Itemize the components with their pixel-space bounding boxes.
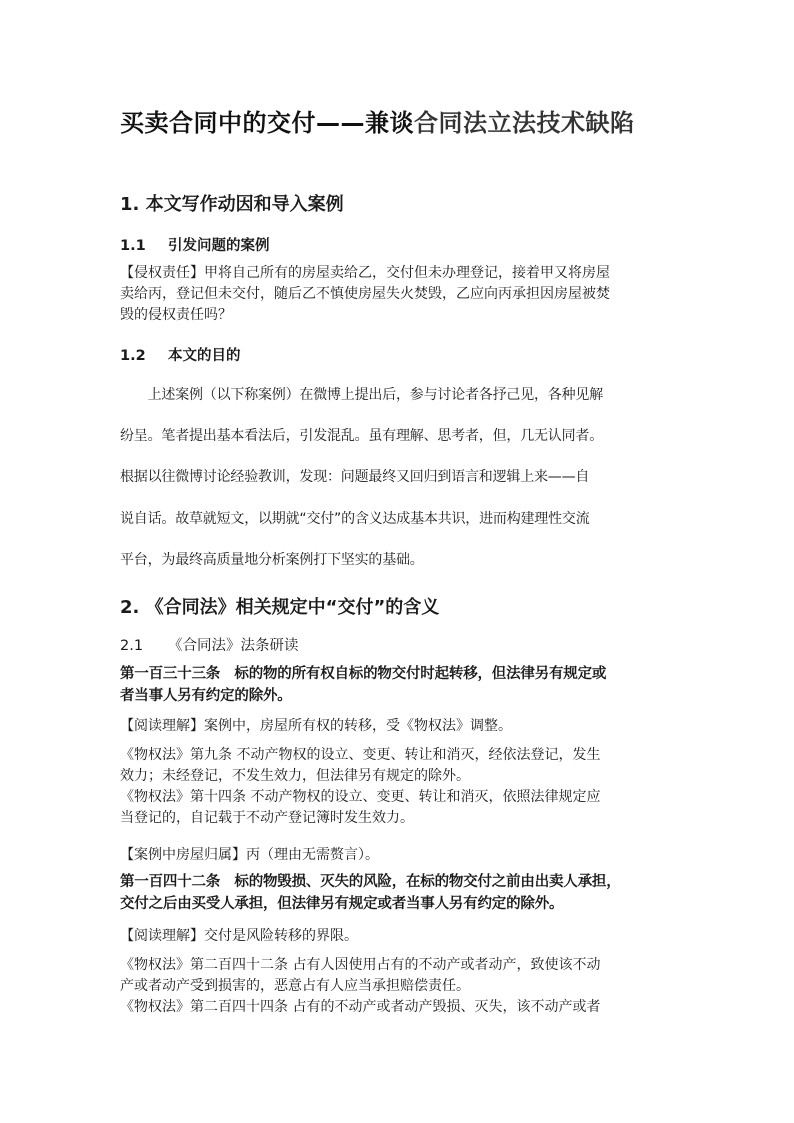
reading-note-1: 【阅读理解】案例中，房屋所有权的转移，受《物权法》调整。: [120, 718, 512, 734]
reading-note-2: 【阅读理解】交付是风险转移的界限。: [120, 928, 358, 944]
title-subtitle: 合同法立法技术缺陷: [414, 109, 635, 137]
section-2-heading: 2. 《合同法》相关规定中“交付”的含义: [120, 597, 440, 618]
subsection-number: 1.1: [120, 238, 146, 254]
subsection-number: 2.1: [120, 638, 144, 654]
section-1-heading: 1. 本文写作动因和导入案例: [120, 194, 344, 215]
subsection-title: 引发问题的案例: [168, 238, 270, 254]
subsection-number: 1.2: [120, 348, 146, 364]
case-ownership-note: 【案例中房屋归属】丙（理由无需赘言）。: [120, 847, 379, 863]
case-paragraph: 【侵权责任】甲将自己所有的房屋卖给乙，交付但未办理登记，接着甲又将房屋 卖给丙，登记但未交付，随后乙不慎使房屋失火焚毁，乙应向丙承担因房屋被焚 毁的侵权责任吗？: [120, 265, 610, 323]
subsection-title: 本文的目的: [168, 348, 241, 364]
subsection-2-1-heading: [120, 634, 299, 655]
subsection-1-2-heading: [120, 344, 241, 365]
title-main: 买卖合同中的交付——兼谈: [120, 109, 414, 137]
document-title: [120, 103, 635, 138]
subsection-1-1-heading: [120, 234, 270, 255]
article-142: 第一百四十二条 标的物毁损、灭失的风险，在标的物交付之前由出卖人承担， 交付之后由买受人承担，但法律另有规定或者当事人另有约定的除外。: [120, 873, 621, 912]
article-133: 第一百三十三条 标的物的所有权自标的物交付时起转移，但法律另有规定或 者当事人另有约定的除外。: [120, 665, 607, 704]
purpose-paragraph: 上述案例（以下称案例）在微博上提出后，参与讨论者各抒己见，各种见解 纷呈。笔者提出基本看法后，引发混乱。虽有理解、思考者，但，几无认同者。 根据以往微博讨论经验教训，发现：问题最终又回归到语言和逻辑上来——自 说自话。故草就短文，以期就“交付”的含义达成基本共识，进而构建理性交流 平台，为最终高质量地分析案例打下坚实的基础。: [120, 387, 603, 568]
property-law-excerpt-1: 《物权法》第九条 不动产物权的设立、变更、转让和消灭，经依法登记，发生 效力；未经登记，不发生效力，但法律另有规定的除外。 《物权法》第十四条 不动产物权的设立、变更、转让和消灭，依照法律规定应 当登记的，自记载于不动产登记簿时发生效力。: [120, 747, 601, 826]
subsection-title: 《合同法》法条研读: [168, 638, 299, 654]
property-law-excerpt-2: 《物权法》第二百四十二条 占有人因使用占有的不动产或者动产，致使该不动 产或者动产受到损害的，恶意占有人应当承担赔偿责任。 《物权法》第二百四十四条 占有的不动产或者动产毁损、灭失，该不动产或者: [120, 957, 601, 1015]
